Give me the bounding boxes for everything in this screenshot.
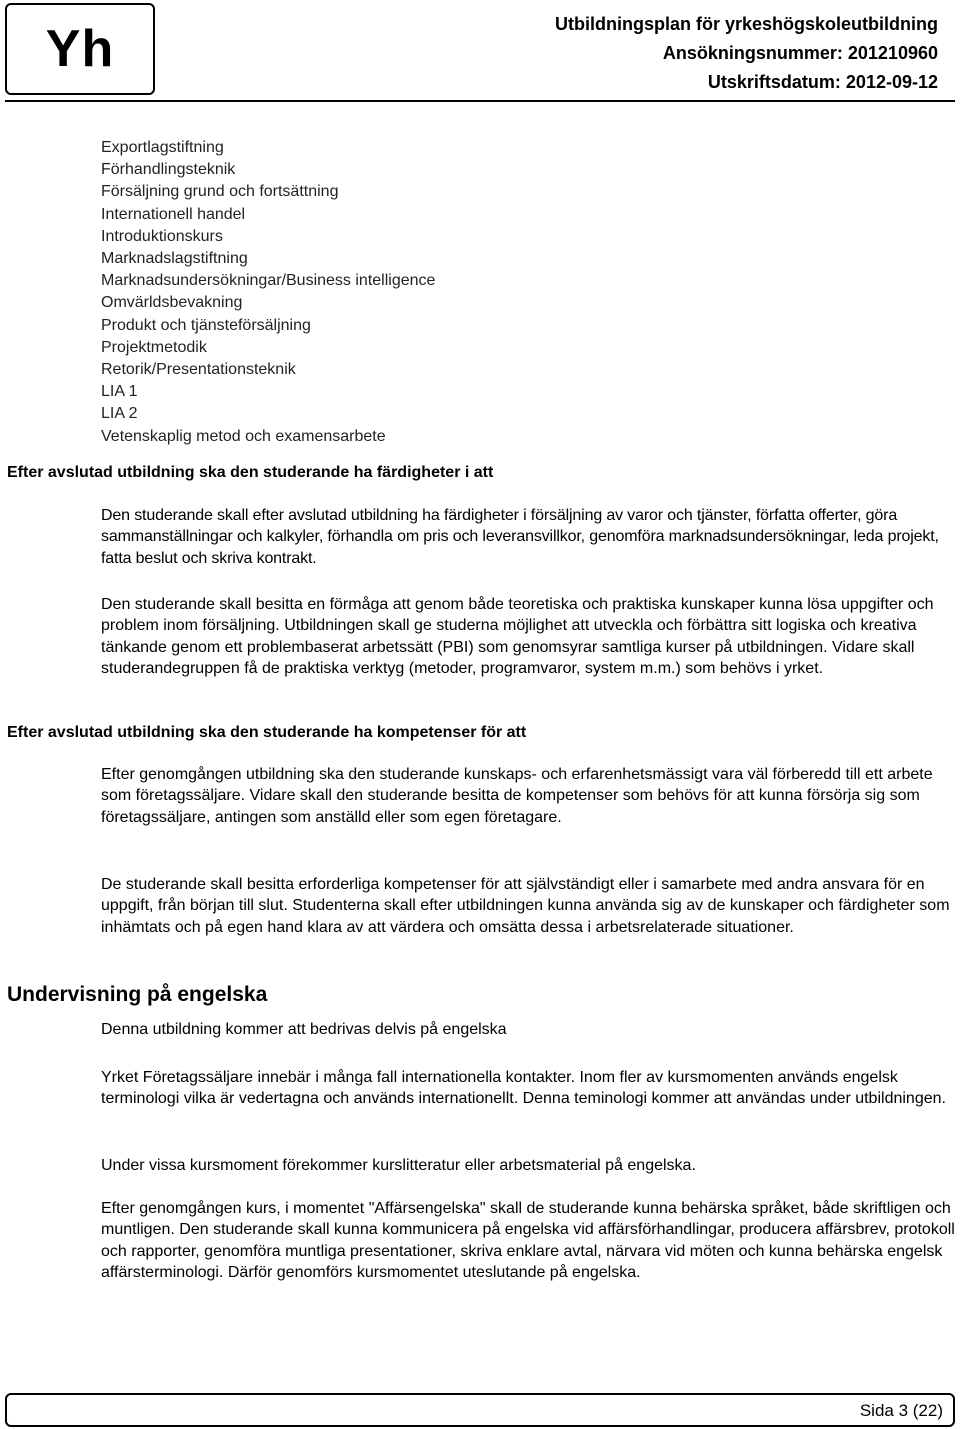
competences-heading: Efter avslutad utbildning ska den studerande ha kompetenser för att [7, 724, 527, 741]
course-item: Omvärldsbevakning [101, 294, 243, 312]
logo-text: Yh [45, 20, 115, 78]
skills-paragraph-2: Den studerande skall besitta en förmåga att genom både teoretiska och praktiska kunskaper kunna lösa uppgifter och problem inom försäljning. Utbildningen skall ge studerna möjlighet att utveckla och förbättra sitt logiska och kreativa tänkande genom ett problembaserat arbetssätt (PBI) som genomsyrar samtliga kurser på utbildningen. Vidare skall studerandegruppen få de praktiska verktyg (metoder, programvaror, system m.m.) som behövs i yrket. [101, 596, 934, 678]
english-paragraph-2: Yrket Företagssäljare innebär i många fall internationella kontakter. Inom fler av kursmomenten används engelsk terminologi vilka är vedertagna och används internationellt. Denna teminologi kommer att användas under utbildningen. [101, 1069, 946, 1108]
course-item: Projektmetodik [101, 338, 207, 356]
course-item: Marknadslagstiftning [101, 250, 248, 268]
course-item: LIA 2 [101, 405, 138, 423]
course-item: Produkt och tjänsteförsäljning [101, 316, 311, 334]
course-item: Vetenskaplig metod och examensarbete [101, 427, 386, 445]
header-divider [5, 100, 955, 102]
skills-heading: Efter avslutad utbildning ska den studerande ha färdigheter i att [7, 464, 494, 481]
english-heading: Undervisning på engelska [7, 983, 268, 1006]
yh-logo [5, 3, 155, 95]
course-item: Marknadsundersökningar/Business intelligence [101, 272, 436, 290]
english-paragraph-1: Denna utbildning kommer att bedrivas delvis på engelska [101, 1021, 507, 1038]
document-title: Utbildningsplan för yrkeshögskoleutbildning [554, 14, 938, 34]
course-list [101, 137, 435, 448]
course-item: Introduktionskurs [101, 227, 223, 245]
course-item: Förhandlingsteknik [101, 161, 236, 179]
course-item: Försäljning grund och fortsättning [101, 183, 339, 201]
page-number: Sida 3 (22) [859, 1401, 943, 1420]
course-item: Exportlagstiftning [101, 139, 224, 156]
course-item: Retorik/Presentationsteknik [101, 361, 296, 379]
english-paragraph-4: Efter genomgången kurs, i momentet "Affärsengelska" skall de studerande kunna behärska språket, både skriftligen och muntligen. Den studerande skall kunna kommunicera på engelska vid affärsförhandlingar, producera affärsbrev, protokoll och rapporter, genomföra muntliga presentationer, skriva enklare avtal, närvara vid möten och kunna behärska engelsk affärsterminologi. Därför genomförs kursmomentet uteslutande på engelska. [101, 1200, 955, 1282]
skills-paragraph-1: Den studerande skall efter avslutad utbildning ha färdigheter i försäljning av varor och tjänster, författa offerter, göra sammanställningar och kalkyler, förhandla om pris och leveransvillkor, genomföra marknadsundersökningar, leda projekt, fatta beslut och skriva kontrakt. [101, 507, 939, 567]
english-paragraph-3: Under vissa kursmoment förekommer kurslitteratur eller arbetsmaterial på engelska. [101, 1157, 696, 1174]
print-date: Utskriftsdatum: 2012-09-12 [707, 72, 938, 92]
application-number: Ansökningsnummer: 201210960 [662, 43, 938, 63]
competences-paragraph-1: Efter genomgången utbildning ska den studerande kunskaps- och erfarenhetsmässigt vara väl förberedd till ett arbete som företagssäljare. Vidare skall den studerande besitta de kompetenser som behövs för att kunna försörja sig som företagssäljare, antingen som anställd eller som egen företagare. [101, 766, 933, 826]
footer [5, 1393, 955, 1427]
competences-paragraph-2: De studerande skall besitta erforderliga kompetenser för att självständigt eller i samarbete med andra ansvara för en uppgift, från början till slut. Studenterna skall efter utbildningen kunna använda sig av de kunskaper och färdigheter som inhämtats och på egen hand klara av att värdera och omsätta dessa i arbetsrelaterade situationer. [101, 876, 950, 936]
course-item: LIA 1 [101, 383, 138, 401]
course-item: Internationell handel [101, 205, 246, 223]
document-header [555, 10, 938, 97]
